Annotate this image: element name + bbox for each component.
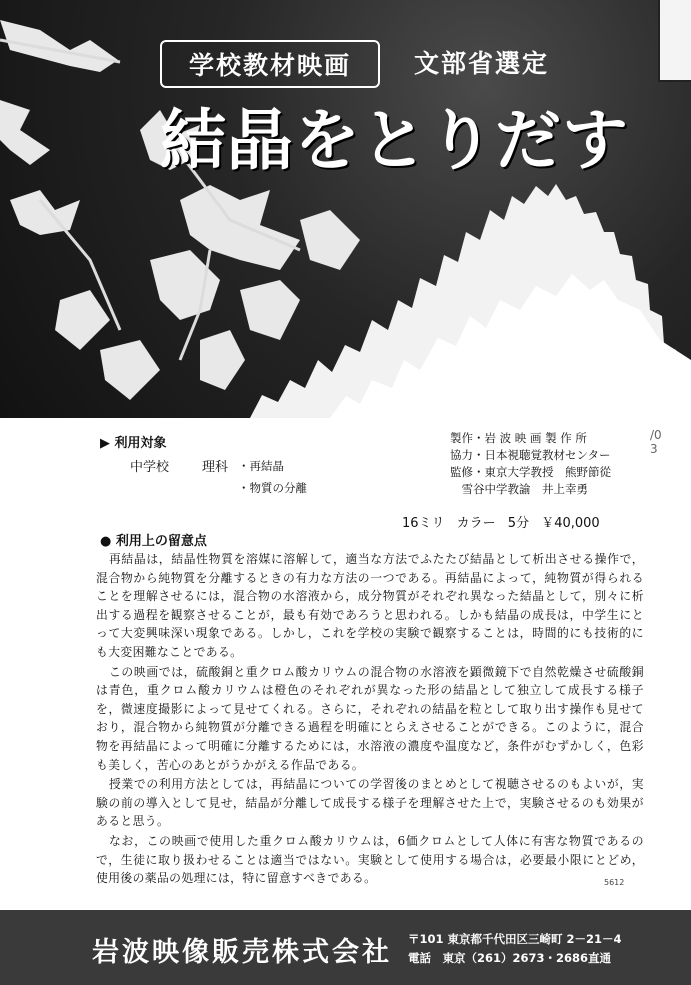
catalog-code: 5612 (604, 878, 625, 887)
target-item: ・再結晶 (238, 459, 284, 473)
notes-paragraph: 再結晶は，結晶性物質を溶媒に溶解して，適当な方法でふたたび結晶として析出させる操作で，混合物から純物質を分離するときの有力な方法の一つである。再結晶によって，純物質が得られることを理解させるには，混合物の水溶液から，成分物質がそれぞれ異なった結晶として，別々に析出する過程を観察させることが，最も有効であろうと思われる。しかも結晶の成長は，中学生にとって大変興味深い現象である。しかし，これを学校の実験で観察することは，時間的にも技術的にも大変困難なことである。 (96, 552, 644, 659)
badge-box (160, 40, 380, 88)
notes-paragraph: この映画では，硫酸銅と重クロム酸カリウムの混合物の水溶液を顕微鏡下で自然乾燥させ硫酸銅は青色，重クロム酸カリウムは橙色のそれぞれが異なった形の結晶として独立して成長する様子を，微速度撮影によって見せてくれる。さらに，それぞれの結晶を粒として取り出す操作も見せており，混合物から純物質が分離できる過程を明確にとらえさせることができる。このように，混合物を再結晶によって明確に分離するためには，水溶液の濃度や温度など，条件がむずかしく，色彩も美しく，苦心のあとがうかがえる作品である。 (96, 664, 644, 772)
company-name: 岩波映像販売株式会社 (92, 937, 392, 968)
target-grade: 中学校 (130, 460, 170, 475)
notes-paragraph: 授業での利用方法としては，再結晶についての学習後のまとめとして視聴させるのもよいが，実験の前の導入として見せ，結晶が分離して成長する様子を理解させた上で，実験させるのも効果があると思う。 (96, 777, 644, 829)
page-edge (658, 0, 691, 82)
selected-by: 文部省選定 (414, 49, 550, 78)
body-area (82, 418, 662, 908)
target-item: ・物質の分離 (238, 481, 307, 495)
pencil-mark: /0 3 (650, 428, 662, 456)
notes-heading: ● 利用上の留意点 (100, 534, 207, 549)
credit-supervision: 雪谷中学教諭 井上幸勇 (450, 482, 588, 496)
credits (450, 430, 660, 498)
phone-line: 電話 東京（261）2673・2686直通 (408, 951, 612, 965)
film-spec: 16ミリ カラー 5分 ￥40,000 (402, 516, 600, 531)
notes-paragraph: なお，この映画で使用した重クロム酸カリウムは，6価クロムとして人体に有害な物質であるので，生徒に取り扱わせることは適当ではない。実験として使用する場合は，必要最小限にとどめ，使用後の薬品の処理には，特に留意すべきである。 (96, 833, 644, 886)
page-title: 結晶をとりだす (160, 102, 629, 179)
target-heading: ▶ 利用対象 (100, 436, 167, 451)
target-subject: 理科 (202, 460, 229, 475)
credit-supervision: 監修・東京大学教授 熊野節從 (450, 465, 611, 479)
company-address (408, 930, 622, 968)
badge-text: 学校教材映画 (188, 51, 351, 80)
credit-production: 製作・岩 波 映 画 製 作 所 (450, 431, 587, 445)
crystal-photo (0, 0, 691, 418)
notes-body (96, 550, 644, 888)
credit-cooperation: 協力・日本視聴覚教材センター (450, 448, 611, 462)
footer (0, 910, 691, 985)
address-line: 〒101 東京都千代田区三崎町 2－21－4 (408, 932, 622, 946)
